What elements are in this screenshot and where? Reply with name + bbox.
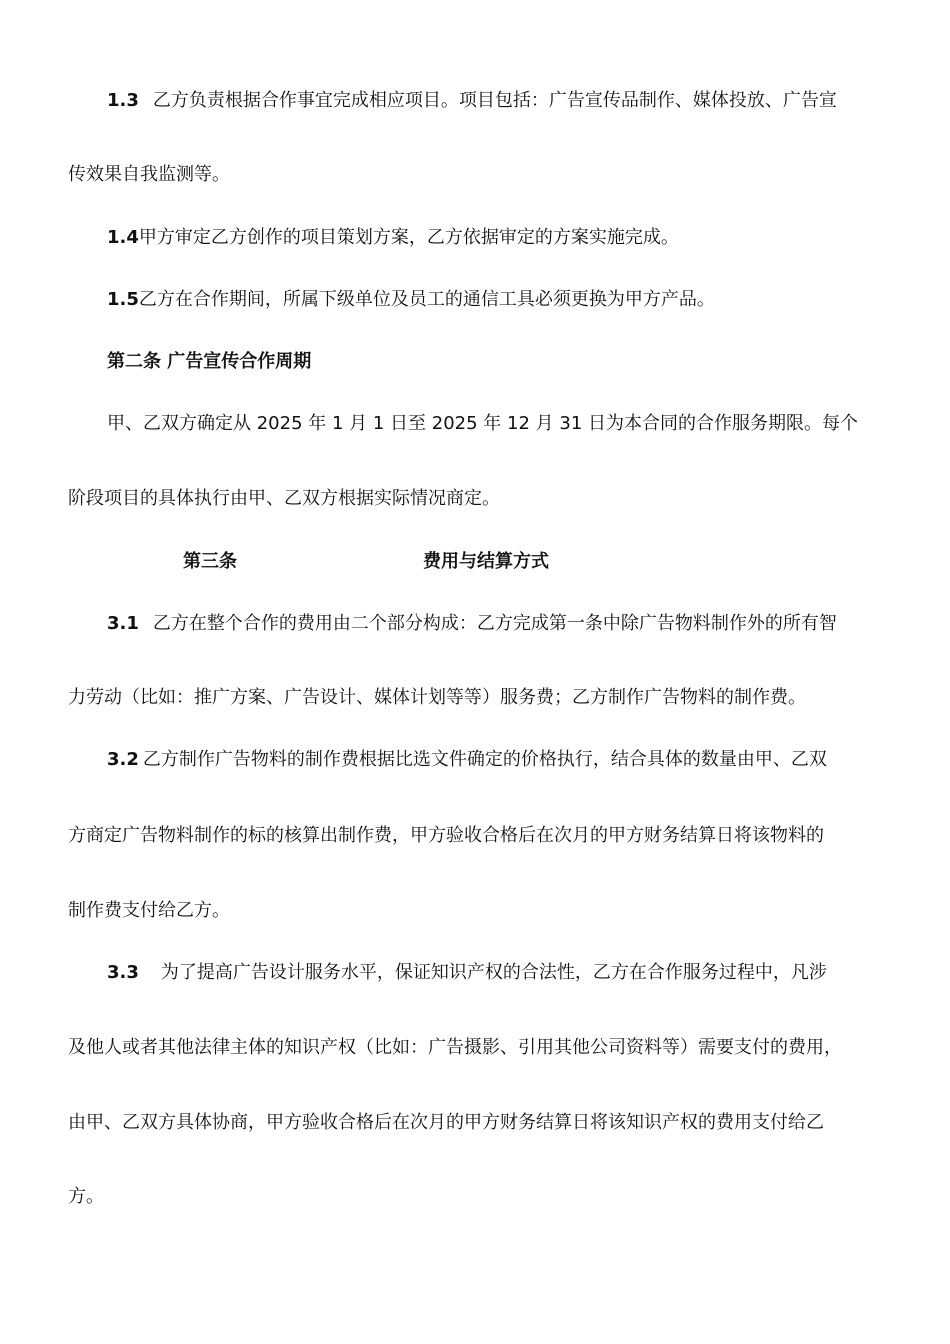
clause-1-3-line-1: [107, 89, 837, 113]
article-2-heading: 第二条 广告宣传合作周期: [107, 351, 312, 372]
clause-3-2-line-3: 制作费支付给乙方。: [68, 900, 230, 921]
article-3-heading-title: 费用与结算方式: [423, 551, 549, 572]
article-2-line-2: 阶段项目的具体执行由甲、乙双方根据实际情况商定。: [68, 488, 500, 509]
article-3-heading-number: 第三条: [183, 551, 237, 572]
clause-number: 3.1: [107, 613, 139, 634]
clause-3-3-line-2: 及他人或者其他法律主体的知识产权（比如：广告摄影、引用其他公司资料等）需要支付的费用，: [68, 1037, 842, 1058]
clause-3-1-line-2: 力劳动（比如：推广方案、广告设计、媒体计划等等）服务费；乙方制作广告物料的制作费。: [68, 687, 806, 708]
clause-number: 1.3: [107, 90, 139, 111]
clause-number: 3.3: [107, 962, 139, 983]
article-2-line-1: 甲、乙双方确定从 2025 年 1 月 1 日至 2025 年 12 月 31 日为本合同的合作服务期限。每个: [107, 413, 858, 434]
clause-number: 1.5: [107, 289, 139, 310]
clause-3-1-line-1: [107, 612, 837, 636]
clause-3-3-line-4: 方。: [68, 1186, 104, 1207]
clause-3-3-line-1: [107, 961, 827, 985]
clause-text: 乙方在合作期间，所属下级单位及员工的通信工具必须更换为甲方产品。: [138, 289, 715, 310]
clause-text: 乙方制作广告物料的制作费根据比选文件确定的价格执行，结合具体的数量由甲、乙双: [142, 749, 827, 770]
clause-3-3-line-3: 由甲、乙双方具体协商，甲方验收合格后在次月的甲方财务结算日将该知识产权的费用支付给乙: [68, 1112, 824, 1133]
clause-text: 为了提高广告设计服务水平，保证知识产权的合法性，乙方在合作服务过程中，凡涉: [160, 962, 827, 983]
clause-text: 甲方审定乙方创作的项目策划方案，乙方依据审定的方案实施完成。: [138, 227, 679, 248]
clause-1-4: [107, 226, 679, 250]
clause-number: 3.2: [107, 749, 139, 770]
clause-1-3-line-2: 传效果自我监测等。: [68, 164, 230, 185]
clause-1-5: [107, 288, 715, 312]
clause-text: 乙方在整个合作的费用由二个部分构成：乙方完成第一条中除广告物料制作外的所有智: [152, 613, 837, 634]
clause-3-2-line-1: [107, 748, 827, 772]
clause-text: 乙方负责根据合作事宜完成相应项目。项目包括：广告宣传品制作、媒体投放、广告宣: [152, 90, 837, 111]
clause-3-2-line-2: 方商定广告物料制作的标的核算出制作费，甲方验收合格后在次月的甲方财务结算日将该物料的: [68, 825, 824, 846]
clause-number: 1.4: [107, 227, 139, 248]
